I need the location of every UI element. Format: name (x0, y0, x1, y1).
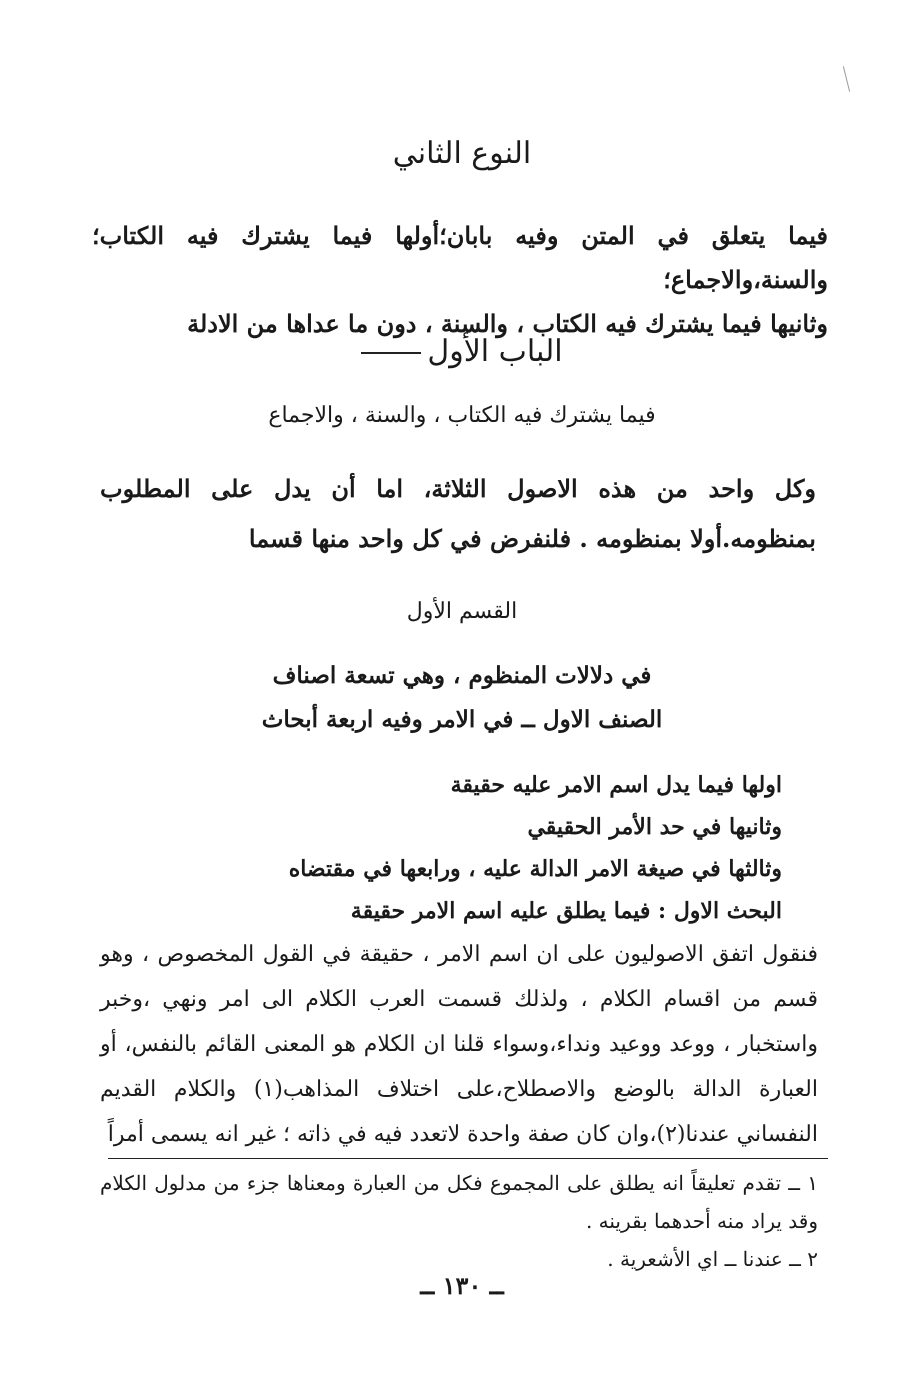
section-heading-second-type: النوع الثاني (392, 136, 532, 171)
chapter-heading-text: الباب الأول (427, 334, 563, 369)
footnotes (100, 1164, 818, 1278)
footnote-1: ١ ــ تقدم تعليقاً انه يطلق على المجموع فكل من العبارة ومعناها جزء من مدلول الكلام وقد يراد منه أحدهما بقرينه . (100, 1171, 819, 1233)
part-description-line: الصنف الاول ــ في الامر وفيه اربعة أبحاث (261, 706, 663, 733)
body-paragraph: فنقول اتفق الاصوليون على ان اسم الامر ، حقيقة في القول المخصوص ، وهو قسم من اقسام الكلام ، ولذلك قسمت العرب الكلام الى امر ونهي ،وخبر واستخبار ، ووعد ووعيد ونداء،وسواء قلنا ان الكلام هو المعنى القائم بالنفس، أو العبارة الدالة بالوضع والاصطلاح،على اختلاف المذاهب(١) والكلام القديم النفساني عندنا(٢)،وان كان صفة واحدة لاتعدد فيه في ذاته ؛ غير انه يسمى أمراً (100, 942, 818, 1147)
heading-underline-flourish (361, 352, 421, 354)
part-description (0, 654, 924, 742)
topic-line: اولها فيما يدل اسم الامر عليه حقيقة (450, 772, 782, 798)
part-heading-first: القسم الأول (406, 599, 518, 624)
topics-list (262, 764, 782, 932)
footnote-separator (108, 1158, 828, 1159)
scan-edge-mark (843, 66, 850, 91)
topic-line: وثانيها في حد الأمر الحقيقي (527, 814, 782, 840)
chapter-subtitle: فيما يشترك فيه الكتاب ، والسنة ، والاجماع (268, 403, 656, 428)
paragraph-three-sources: وكل واحد من هذه الاصول الثلاثة، اما أن يدل على المطلوب بمنظومه.أولا بمنظومه . فلنفرض في كل واحد منها قسما (100, 474, 816, 553)
intro-paragraph (92, 214, 828, 346)
footnote-2: ٢ ــ عندنا ــ اي الأشعرية . (607, 1247, 818, 1271)
chapter-heading-first (0, 330, 924, 374)
intro-line: فيما يتعلق في المتن وفيه بابان؛أولها فيما يشترك فيه الكتاب؛والسنة،والاجماع؛ (92, 221, 828, 294)
intro-line: وثانيها فيما يشترك فيه الكتاب ، والسنة ، دون ما عداها من الادلة (187, 309, 828, 338)
topic-line: وثالثها في صيغة الامر الدالة عليه ، ورابعها في مقتضاه (288, 856, 782, 882)
part-description-line: في دلالات المنظوم ، وهي تسعة اصناف (272, 662, 652, 689)
page-number: ــ ١٣٠ ــ (420, 1271, 504, 1300)
topic-line: البحث الاول : فيما يطلق عليه اسم الامر حقيقة (350, 898, 782, 924)
